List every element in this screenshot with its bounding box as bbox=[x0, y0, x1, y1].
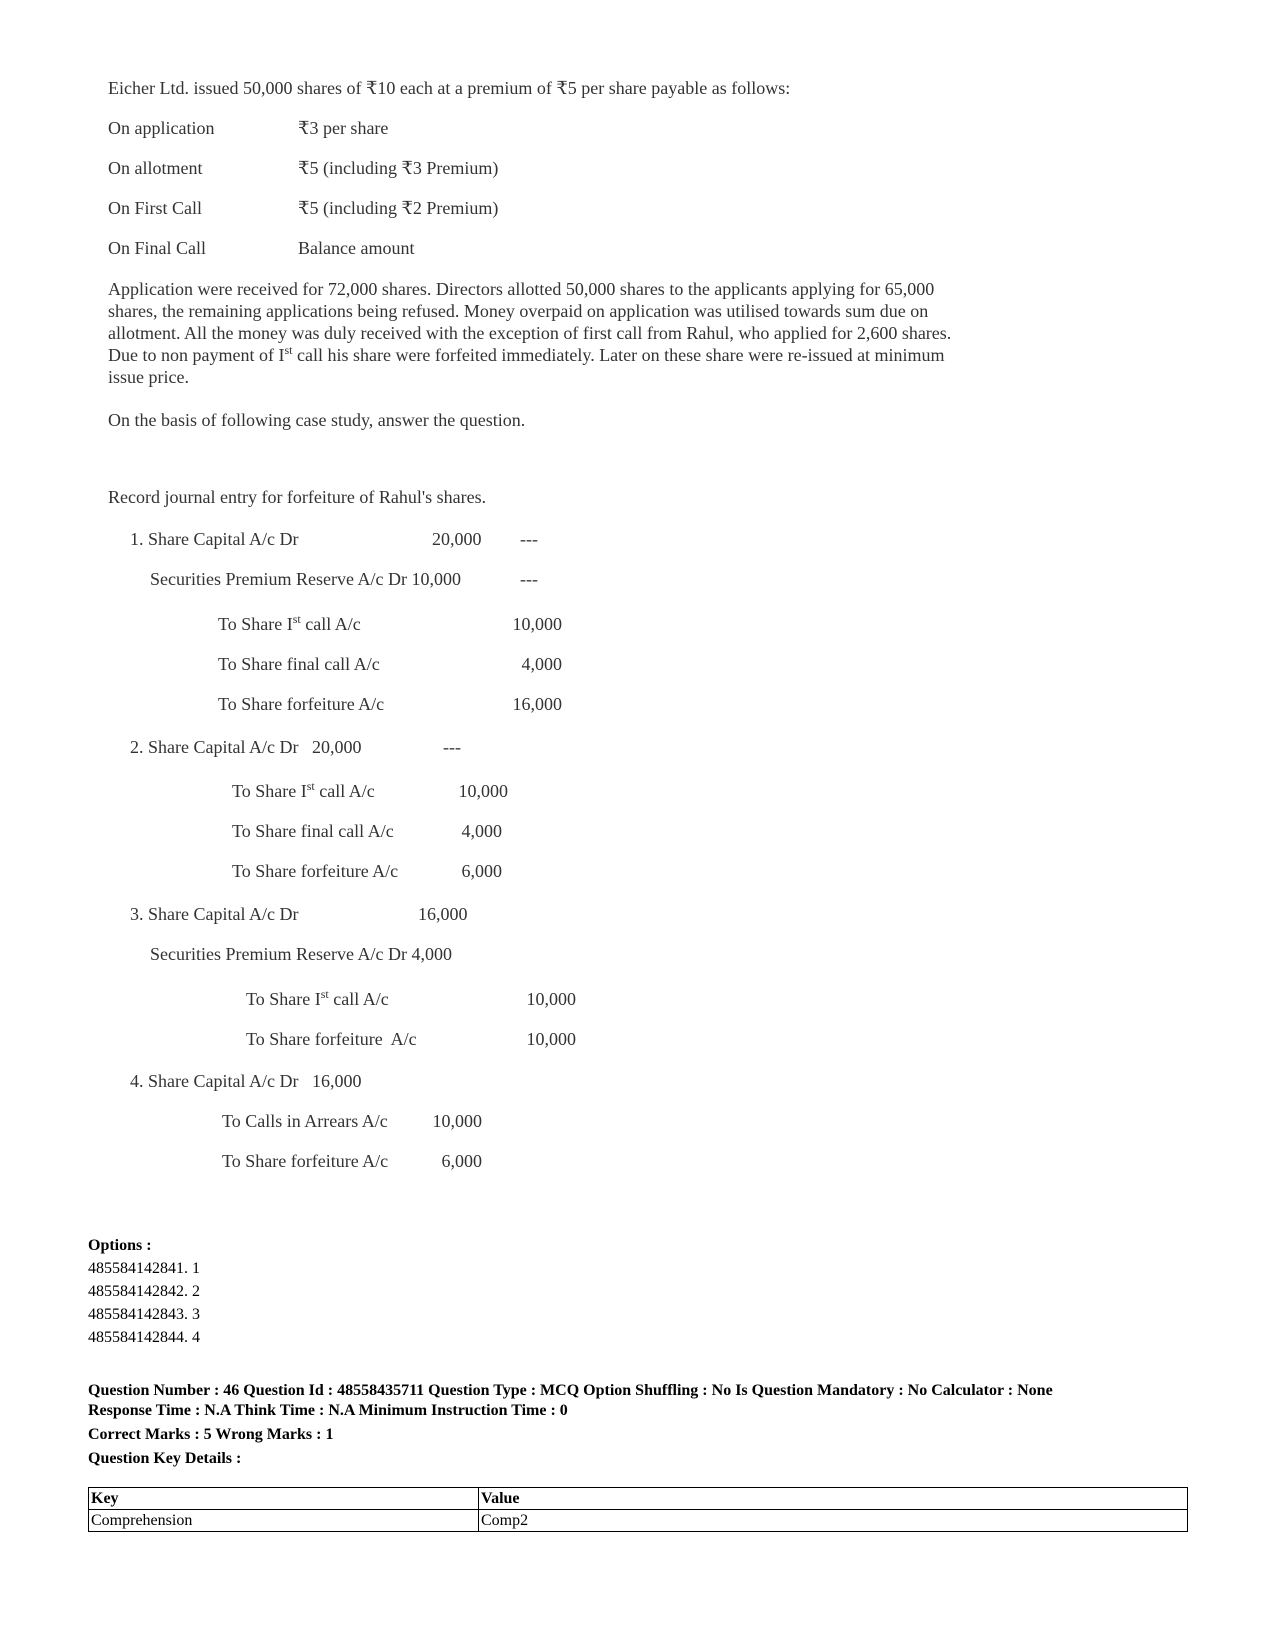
debit-line: Securities Premium Reserve A/c Dr 4,000 bbox=[150, 944, 452, 964]
schedule-value: Balance amount bbox=[298, 238, 415, 258]
debit-line: 1. Share Capital A/c Dr bbox=[130, 529, 299, 549]
schedule-value: ₹5 (including ₹2 Premium) bbox=[298, 198, 499, 218]
debit-amount: 20,000 bbox=[432, 529, 482, 549]
credit-text: To Share I bbox=[232, 781, 307, 801]
credit-amount: 4,000 bbox=[461, 821, 502, 841]
meta-line-key-details: Question Key Details : bbox=[88, 1450, 242, 1467]
credit-amount: 10,000 bbox=[458, 781, 508, 801]
credit-line: To Share forfeiture A/c bbox=[246, 1029, 417, 1049]
question-key-table bbox=[88, 1487, 1188, 1532]
option-item[interactable]: 485584142841. 1 bbox=[88, 1260, 200, 1277]
schedule-label: On Final Call bbox=[108, 238, 206, 258]
superscript: st bbox=[284, 343, 293, 357]
option-item[interactable]: 485584142844. 4 bbox=[88, 1329, 200, 1346]
schedule-label: On allotment bbox=[108, 158, 203, 178]
case-paragraph-part1: Application were received for 72,000 shares. Directors allotted 50,000 shares to the applicants applying for 65,000 shares, the remaining applications being refused. Money overpaid on application was utilised towards sum due on allotment. All the money was duly received with the exception of first call from Rahul, who bbox=[108, 279, 935, 343]
credit-line: To Share forfeiture A/c bbox=[232, 861, 399, 881]
credit-line bbox=[246, 989, 389, 1010]
schedule-value: ₹5 (including ₹3 Premium) bbox=[298, 158, 499, 178]
case-paragraph-part2: applied for 2,600 shares. Due to non payment of I bbox=[108, 323, 952, 365]
table-row bbox=[89, 1510, 1188, 1532]
option-item[interactable]: 485584142843. 3 bbox=[88, 1306, 200, 1323]
case-paragraph-part3: call his share were forfeited immediately. Later on these share were re-issued at minimum issue price. bbox=[108, 345, 945, 387]
credit-line bbox=[218, 614, 361, 635]
credit-line: To Share final call A/c bbox=[218, 654, 380, 674]
credit-text: call A/c bbox=[314, 781, 375, 801]
superscript: st bbox=[320, 987, 329, 1001]
meta-line-marks: Correct Marks : 5 Wrong Marks : 1 bbox=[88, 1426, 334, 1443]
credit-text: To Share I bbox=[246, 989, 321, 1009]
credit-dash: --- bbox=[520, 569, 538, 589]
credit-text: call A/c bbox=[328, 989, 389, 1009]
meta-line-question-info: Question Number : 46 Question Id : 48558435711 Question Type : MCQ Option Shuffling : No Is Question Mandatory : No Calculator : None bbox=[88, 1382, 1053, 1399]
schedule-value: ₹3 per share bbox=[298, 118, 389, 138]
case-intro: Eicher Ltd. issued 50,000 shares of ₹10 each at a premium of ₹5 per share payable as follows: bbox=[108, 78, 791, 98]
debit-line: 4. Share Capital A/c Dr 16,000 bbox=[130, 1071, 362, 1091]
credit-dash: --- bbox=[443, 737, 461, 757]
credit-line: To Share final call A/c bbox=[232, 821, 394, 841]
credit-amount: 10,000 bbox=[512, 614, 562, 634]
debit-line: 2. Share Capital A/c Dr 20,000 bbox=[130, 737, 362, 757]
table-header-cell: Value bbox=[479, 1488, 1188, 1510]
credit-amount: 4,000 bbox=[521, 654, 562, 674]
credit-line bbox=[232, 781, 375, 802]
credit-amount: 10,000 bbox=[526, 989, 576, 1009]
credit-amount: 10,000 bbox=[432, 1111, 482, 1131]
meta-line-timing: Response Time : N.A Think Time : N.A Minimum Instruction Time : 0 bbox=[88, 1402, 568, 1419]
options-heading: Options : bbox=[88, 1237, 152, 1254]
case-instruction: On the basis of following case study, answer the question. bbox=[108, 410, 526, 430]
table-header-row bbox=[89, 1488, 1188, 1510]
credit-text: To Share I bbox=[218, 614, 293, 634]
question-prompt: Record journal entry for forfeiture of Rahul's shares. bbox=[108, 487, 487, 507]
credit-amount: 6,000 bbox=[461, 861, 502, 881]
table-cell: Comp2 bbox=[479, 1510, 1188, 1532]
superscript: st bbox=[292, 612, 301, 626]
debit-line: Securities Premium Reserve A/c Dr 10,000 bbox=[150, 569, 461, 589]
schedule-label: On First Call bbox=[108, 198, 203, 218]
credit-amount: 6,000 bbox=[441, 1151, 482, 1171]
option-item[interactable]: 485584142842. 2 bbox=[88, 1283, 200, 1300]
debit-line: 3. Share Capital A/c Dr bbox=[130, 904, 299, 924]
credit-line: To Calls in Arrears A/c bbox=[222, 1111, 388, 1131]
credit-line: To Share forfeiture A/c bbox=[218, 694, 385, 714]
credit-amount: 10,000 bbox=[526, 1029, 576, 1049]
credit-line: To Share forfeiture A/c bbox=[222, 1151, 389, 1171]
credit-dash: --- bbox=[520, 529, 538, 549]
table-cell: Comprehension bbox=[89, 1510, 479, 1532]
table-header-cell: Key bbox=[89, 1488, 479, 1510]
schedule-label: On application bbox=[108, 118, 215, 138]
debit-amount: 16,000 bbox=[418, 904, 468, 924]
superscript: st bbox=[306, 779, 315, 793]
credit-text: call A/c bbox=[300, 614, 361, 634]
case-paragraph bbox=[108, 278, 968, 388]
credit-amount: 16,000 bbox=[512, 694, 562, 714]
